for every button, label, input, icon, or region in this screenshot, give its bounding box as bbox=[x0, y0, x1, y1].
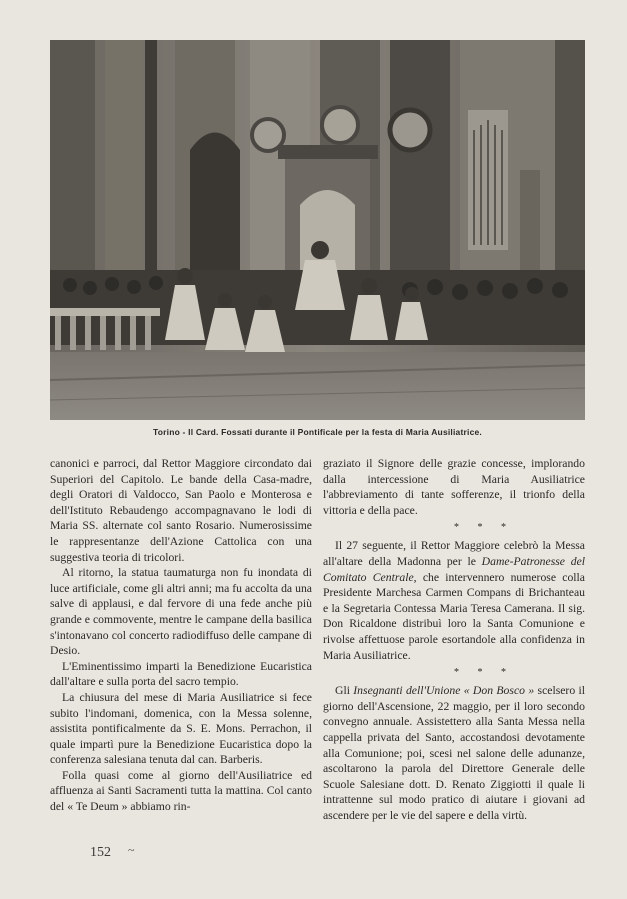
section-separator: * * * bbox=[454, 522, 514, 534]
photo-caption: Torino - Il Card. Fossati durante il Pontificale per la festa di Maria Ausiliatrice. bbox=[152, 427, 482, 437]
paragraph bbox=[323, 683, 585, 823]
paragraph bbox=[323, 538, 585, 663]
italic-phrase: Insegnanti dell'Unione « Don Bosco » bbox=[353, 684, 535, 698]
paragraph-text: scelsero il giorno dell'Ascensione, 22 maggio, per il loro secondo convegno annuale. Assistettero alla Santa Messa nella cappella privata del Santo, accostandosi devotamente alla Comunione; poi, scesi nel salone delle adunanze, ascoltarono la parola del Direttore Generale delle Scuole Salesiane dott. D. Renato Ziggiotti il quale li intrattenne sul modo pratico di aiutare i giovani ad ascendere per le vie del sapere e della virtù. bbox=[323, 684, 585, 822]
paragraph: La chiusura del mese di Maria Ausiliatrice si fece subito l'indomani, domenica, con la Messa solenne, assistita pontificalmente da S. E. Mons. Perrachon, il quale impartì pure la Benedizione Eucaristica dopo la conferenza salesiana tenuta dal can. Barberis. bbox=[50, 690, 312, 767]
left-column bbox=[50, 456, 312, 815]
cathedral-photograph bbox=[50, 40, 585, 420]
italic-phrase: Dame-Patronesse del Comitato Centrale bbox=[323, 554, 585, 584]
paragraph-text: , che intervennero numerose colla Presidente Marchesa Carmen Compans di Brichanteau e la Segretaria Contessa Maria Teresa Camerana. Il sig. Don Ricaldone distribuì loro la Santa Comunione e rivolse affettuose parole esortandole alla confidenza in Maria Ausiliatrice. bbox=[323, 570, 585, 662]
section-separator: * * * bbox=[454, 667, 514, 679]
paragraph-text: Gli bbox=[335, 684, 354, 698]
paragraph: graziato il Signore delle grazie concesse, implorando dalla intercessione di Maria Ausiliatrice l'abbreviamento di tante sofferenze, il trionfo della vittoria e della pace. bbox=[323, 457, 585, 517]
right-column bbox=[323, 456, 585, 823]
page-number: 152 bbox=[90, 845, 111, 860]
photo-illustration bbox=[50, 40, 585, 420]
footer-mark: ~ bbox=[128, 843, 135, 857]
paragraph-text: Il 27 seguente, il Rettor Maggiore celebrò la Messa all'altare della Madonna per le bbox=[323, 539, 585, 568]
paragraph: Folla quasi come al giorno dell'Ausiliatrice ed affluenza ai Santi Sacramenti tutta la mattina. Col canto del « Te Deum » abbiamo rin- bbox=[50, 768, 312, 814]
paragraph: Al ritorno, la statua taumaturga non fu inondata di luce artificiale, come gli altri anni; ma fu accolta da una salve di applausi, e dal fervore di una fede anche più grande e commovente, mentre le campane della basilica s'intonavano col concerto radiodiffuso delle campane di Desio. bbox=[50, 566, 312, 658]
paragraph: canonici e parroci, dal Rettor Maggiore circondato dai Superiori del Capitolo. Le bande della Casa-madre, degli Oratori di Valdocco, San Paolo e Monterosa e dell'Istituto Rebaudengo accompagnavano le lodi di Maria SS. alternate col santo Rosario. Numerosissime le rappresentanze dell'Azione Cattolica con una suggestiva teoria di tricolori. bbox=[50, 457, 312, 564]
paragraph: L'Eminentissimo imparti la Benedizione Eucaristica dall'altare e sulla porta del sacro tempio. bbox=[50, 659, 312, 689]
